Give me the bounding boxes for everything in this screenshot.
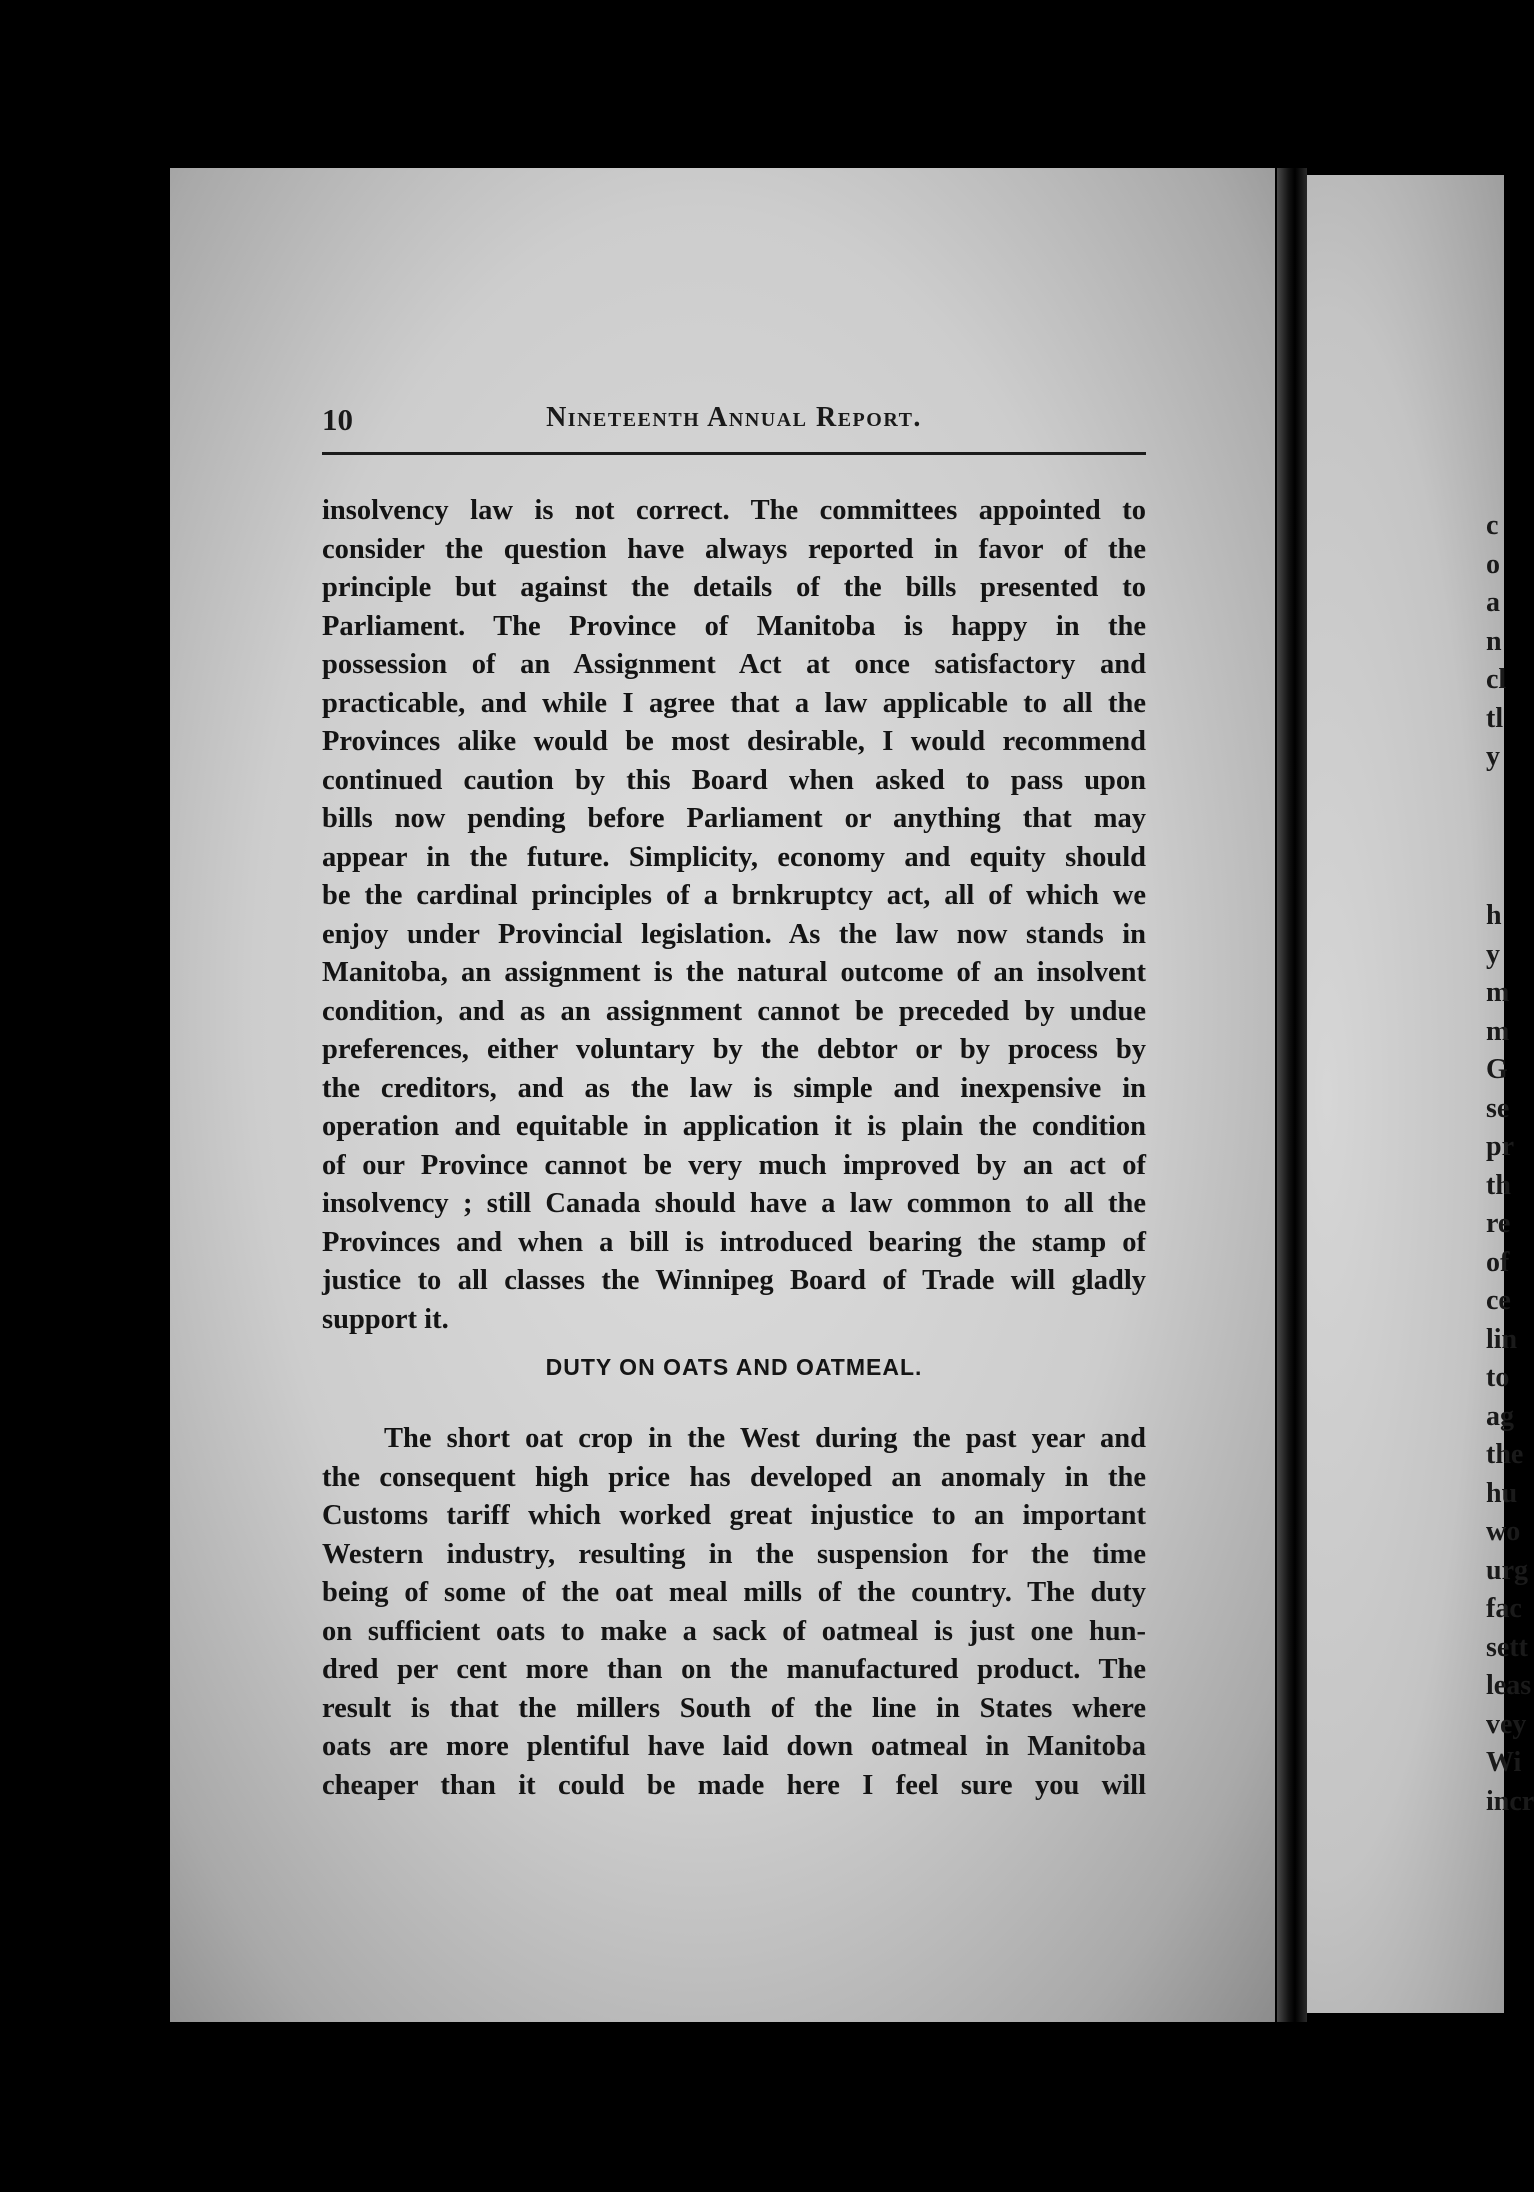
edge-fragment: the [1486, 1439, 1524, 1470]
page-header [322, 402, 1146, 452]
text-line: insolvency law is not correct. The committees appointed to [322, 495, 1146, 526]
text-line: of our Province cannot be very much improved by an act of [322, 1149, 1146, 1181]
edge-fragment: tl [1486, 702, 1504, 734]
edge-fragment: incr [1486, 1785, 1534, 1817]
page-number: 10 [322, 402, 353, 437]
edge-fragment: lin [1486, 1323, 1518, 1355]
text-line: cheaper than it could be made here I feel sure you will [322, 1769, 1146, 1801]
edge-fragment: urg [1486, 1554, 1528, 1586]
edge-fragment: h [1486, 900, 1502, 931]
text-line: consider the question have always reported in favor of the [322, 533, 1146, 565]
edge-fragment: sett [1486, 1631, 1528, 1663]
section-heading: DUTY ON OATS AND OATMEAL. [545, 1354, 923, 1380]
text-line: Manitoba, an assignment is the natural outcome of an insolvent [322, 957, 1146, 988]
running-title: Nineteenth Annual Report. [546, 402, 922, 433]
text-line: be the cardinal principles of a brnkruptcy act, all of which we [322, 880, 1146, 911]
text-line: Provinces and when a bill is introduced bearing the stamp of [322, 1226, 1146, 1258]
text-line: the creditors, and as the law is simple and inexpensive in [322, 1072, 1146, 1104]
text-line: being of some of the oat meal mills of the country. The duty [322, 1577, 1146, 1608]
text-line: appear in the future. Simplicity, economy and equity should [322, 841, 1146, 873]
text-line: preferences, either voluntary by the debtor or by process by [322, 1034, 1146, 1065]
edge-fragment: y [1486, 938, 1500, 970]
text-line: The short oat crop in the West during the past year and [384, 1423, 1146, 1454]
edge-fragment: re [1486, 1208, 1511, 1239]
text-line: bills now pending before Parliament or anything that may [322, 803, 1146, 834]
text-line: support it. [322, 1303, 449, 1335]
edge-fragment: vey [1486, 1708, 1527, 1740]
paragraph-oats [322, 1420, 1146, 1805]
text-line: operation and equitable in application it is plain the condition [322, 1111, 1146, 1142]
edge-fragment: pr [1486, 1131, 1514, 1162]
edge-fragment: y [1486, 741, 1500, 772]
edge-fragment: th [1486, 1169, 1511, 1201]
text-line: principle but against the details of the bills presented to [322, 572, 1146, 603]
text-line: possession of an Assignment Act at once satisfactory and [322, 649, 1146, 680]
edge-fragment: hu [1486, 1477, 1518, 1509]
edge-fragment: fac [1486, 1593, 1522, 1624]
edge-fragment: se [1486, 1092, 1510, 1124]
edge-fragment: ag [1486, 1400, 1514, 1432]
edge-fragment: cl [1486, 664, 1507, 695]
text-line: result is that the millers South of the line in States where [322, 1692, 1146, 1724]
text-line: the consequent high price has developed an anomaly in the [322, 1461, 1146, 1493]
edge-fragment: m [1486, 977, 1510, 1008]
edge-fragment: wo [1486, 1516, 1521, 1547]
text-line: Parliament. The Province of Manitoba is happy in the [322, 610, 1146, 642]
header-rule [322, 452, 1146, 455]
right-page-fragments-bottom [1486, 897, 1534, 1821]
text-line: Customs tariff which worked great injustice to an important [322, 1500, 1146, 1531]
text-line: enjoy under Provincial legislation. As the law now stands in [322, 918, 1146, 950]
edge-fragment: of [1486, 1246, 1510, 1278]
right-page [1307, 175, 1504, 2013]
text-line: on sufficient oats to make a sack of oatmeal is just one hun- [322, 1615, 1146, 1647]
paragraph-insolvency [322, 492, 1146, 1339]
text-line: oats are more plentiful have laid down oatmeal in Manitoba [322, 1731, 1146, 1762]
text-line: dred per cent more than on the manufactured product. The [322, 1654, 1146, 1685]
edge-fragment: leas [1486, 1670, 1532, 1701]
edge-fragment: m [1486, 1015, 1510, 1047]
edge-fragment: G [1486, 1054, 1508, 1085]
edge-fragment: o [1486, 548, 1500, 580]
edge-fragment: n [1486, 625, 1502, 657]
edge-fragment: a [1486, 587, 1500, 618]
book-gutter [1277, 168, 1307, 2022]
edge-fragment: c [1486, 510, 1499, 541]
text-line: Provinces alike would be most desirable, I would recommend [322, 726, 1146, 757]
edge-fragment: Wi [1486, 1747, 1522, 1778]
text-line: justice to all classes the Winnipeg Board of Trade will gladly [322, 1265, 1146, 1296]
text-line: insolvency ; still Canada should have a law common to all the [322, 1188, 1146, 1219]
edge-fragment: ce [1486, 1285, 1511, 1316]
text-line: continued caution by this Board when asked to pass upon [322, 764, 1146, 796]
edge-fragment: to [1486, 1362, 1510, 1393]
text-line: condition, and as an assignment cannot be preceded by undue [322, 995, 1146, 1027]
text-line: Western industry, resulting in the suspension for the time [322, 1538, 1146, 1570]
right-page-fragments-top [1486, 507, 1526, 777]
text-line: practicable, and while I agree that a law applicable to all the [322, 687, 1146, 719]
